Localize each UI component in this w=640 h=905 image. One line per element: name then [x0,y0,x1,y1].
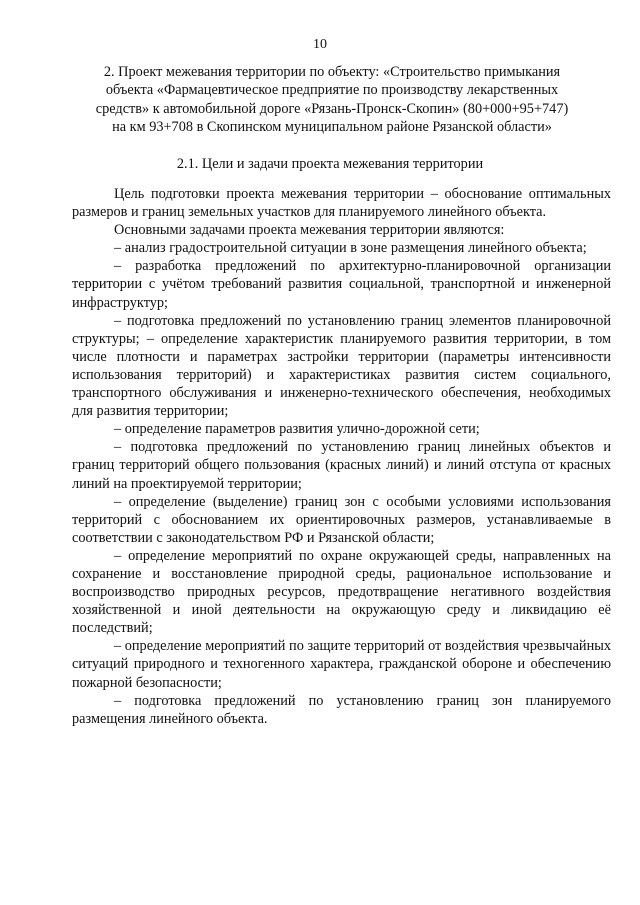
document-body [72,185,611,728]
list-item: – определение параметров развития улично-дорожной сети; [114,421,480,438]
list-item: – определение мероприятий по охране окружающей среды, направленных на сохранение и восстановление природной среды, рациональное использование и воспроизводство природных ресурсов, предотвращение негативного воздействия хозяйственной и иной деятельности на окружающую среду и ликвидацию её последствий; [72,547,611,637]
page-number: 10 [313,37,327,52]
paragraph-goal: Цель подготовки проекта межевания территории – обоснование оптимальных размеров и границ земельных участков для планируемого линейного объекта. [72,186,611,221]
list-item: – подготовка предложений по установлению границ элементов планировочной структуры; – определение характеристик планируемого развития территории, в том числе плотности и параметрах застройки территории (параметры интенсивности использования территорий) и характеристиках развития систем социального, транспортного обслуживания и инженерно-технического обеспечения, необходимых для развития территории; [72,312,611,420]
list-item: – анализ градостроительной ситуации в зоне размещения линейного объекта; [114,240,587,257]
list-item: – определение мероприятий по защите территорий от воздействия чрезвычайных ситуаций природного и техногенного характера, гражданской обороне и обеспечению пожарной безопасности; [72,638,611,691]
paragraph-tasks-intro: Основными задачами проекта межевания территории являются: [114,222,505,239]
subsection-title: 2.1. Цели и задачи проекта межевания территории [176,156,484,172]
list-item: – подготовка предложений по установлению границ зон планируемого размещения линейного объекта. [72,692,611,727]
section-title: 2. Проект межевания территории по объекту: «Строительство примыкания объекта «Фармацевтическое предприятие по производству лекарственных средств» к автомобильной дороге «Рязань-Пронск-Скопин» (80+000+95+747) на км 93+708 в Скопинском муниципальном районе Рязанской области» [95,64,569,135]
list-item: – определение (выделение) границ зон с особыми условиями использования территорий с обоснованием их ориентировочных размеров, устанавливаемые в соответствии с законодательством РФ и Рязанской области; [72,493,611,546]
list-item: – разработка предложений по архитектурно-планировочной организации территории с учётом требований развития социальной, транспортной и инженерной инфраструктур; [72,258,611,311]
list-item: – подготовка предложений по установлению границ линейных объектов и границ территорий общего пользования (красных линий) и линий отступа от красных линий на проектируемой территории; [72,439,611,492]
